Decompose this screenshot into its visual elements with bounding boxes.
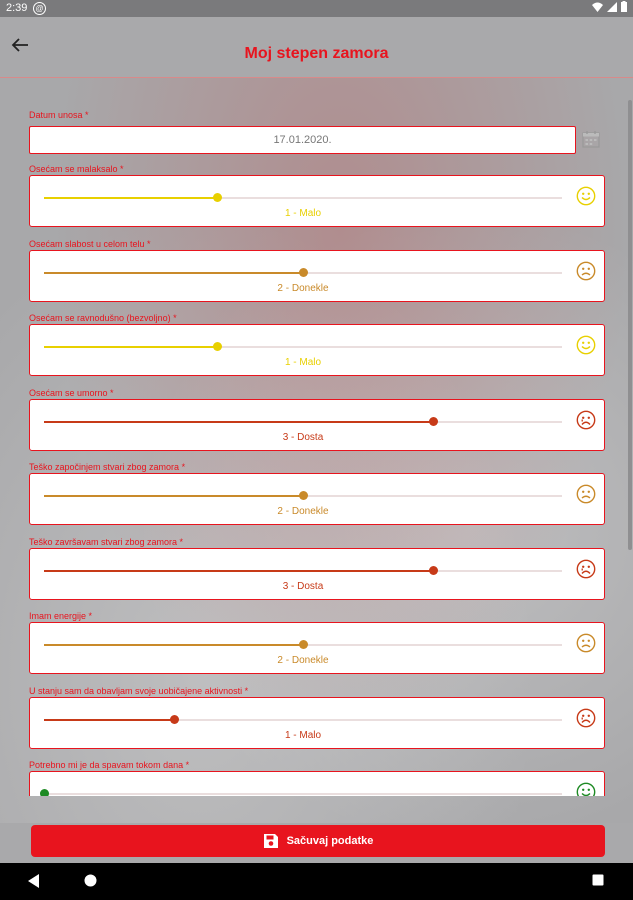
- question-card: [29, 324, 605, 376]
- slider-thumb[interactable]: [299, 268, 308, 277]
- calendar-icon[interactable]: [582, 130, 600, 148]
- frown-face-icon: [576, 484, 596, 504]
- question-label: Teško završavam stvari zbog zamora *: [29, 536, 184, 547]
- nav-recents-icon[interactable]: [592, 874, 604, 886]
- slider-track[interactable]: [44, 793, 562, 795]
- slider-value-text: 3 - Dosta: [282, 580, 324, 592]
- slider-fill: [44, 495, 303, 497]
- system-nav-bar: [0, 863, 633, 900]
- question-label: Osećam se ravnodušno (bezvoljno) *: [29, 313, 177, 323]
- form-scroll-area[interactable]: [0, 78, 633, 796]
- slider-fill: [44, 197, 217, 199]
- question-label: Teško započinjem stvari zbog zamora *: [29, 462, 186, 472]
- smile-face-icon: [576, 186, 596, 206]
- question-card: [29, 697, 605, 749]
- save-button[interactable]: [31, 825, 605, 857]
- question-card: [29, 399, 605, 451]
- sad-face-icon: [576, 410, 596, 430]
- save-button-label: Sačuvaj podatke: [286, 835, 374, 847]
- question-card: [29, 771, 605, 796]
- wifi-icon: [592, 2, 603, 12]
- slider-value-text: 1 - Malo: [284, 729, 322, 741]
- slider-thumb[interactable]: [40, 789, 49, 796]
- slider-thumb[interactable]: [429, 417, 438, 426]
- slider-fill: [44, 272, 303, 274]
- slider-thumb[interactable]: [213, 342, 222, 351]
- slider-thumb[interactable]: [170, 715, 179, 724]
- question-card: [29, 473, 605, 525]
- slider-thumb[interactable]: [429, 566, 438, 575]
- question-card: [29, 622, 605, 674]
- notification-icon: @: [33, 2, 46, 15]
- slider-fill: [44, 644, 303, 646]
- question-card: [29, 175, 605, 227]
- status-time: 2:39: [6, 2, 28, 14]
- slider-value-text: 2 - Donekle: [277, 282, 329, 294]
- slider-value-text: 2 - Donekle: [277, 655, 329, 666]
- slider-fill: [44, 421, 433, 423]
- date-input[interactable]: 17.01.2020.: [29, 126, 576, 154]
- status-icons: [592, 1, 627, 12]
- question-label: U stanju sam da obavljam svoje uobičajene aktivnosti *: [29, 685, 249, 696]
- page-title: Moj stepen zamora: [244, 45, 389, 62]
- slider-fill: [44, 570, 433, 572]
- save-bar: [0, 823, 633, 863]
- battery-icon: [621, 1, 627, 12]
- question-card: [29, 250, 605, 302]
- slider-thumb[interactable]: [299, 491, 308, 500]
- question-label: Imam energije *: [29, 611, 93, 621]
- nav-back-icon[interactable]: [28, 874, 40, 888]
- slider-thumb[interactable]: [299, 640, 308, 649]
- floppy-disk-icon: [263, 833, 279, 849]
- status-bar: [0, 0, 633, 17]
- slider-value-text: 2 - Donekle: [277, 506, 329, 517]
- sad-face-icon: [576, 708, 596, 728]
- question-label: Osećam se umorno *: [29, 387, 114, 398]
- smile-face-icon: [576, 335, 596, 355]
- question-label: Potrebno mi je da spavam tokom dana *: [29, 760, 190, 770]
- slider-value-text: 1 - Malo: [284, 357, 322, 368]
- slider-fill: [44, 719, 174, 721]
- slider-value-text: 3 - Dosta: [282, 431, 324, 443]
- slider-fill: [44, 346, 217, 348]
- nav-home-icon[interactable]: [84, 874, 97, 887]
- question-label: Osećam se malaksalo *: [29, 164, 124, 174]
- date-label: Datum unosa *: [29, 110, 89, 120]
- slider-value-text: 1 - Malo: [284, 208, 322, 219]
- question-label: Osećam slabost u celom telu *: [29, 238, 151, 249]
- frown-face-icon: [576, 633, 596, 653]
- frown-face-icon: [576, 261, 596, 281]
- smile-face-icon: [576, 782, 596, 796]
- signal-icon: [607, 2, 617, 12]
- app-bar: [0, 17, 633, 78]
- sad-face-icon: [576, 559, 596, 579]
- question-card: [29, 548, 605, 600]
- slider-thumb[interactable]: [213, 193, 222, 202]
